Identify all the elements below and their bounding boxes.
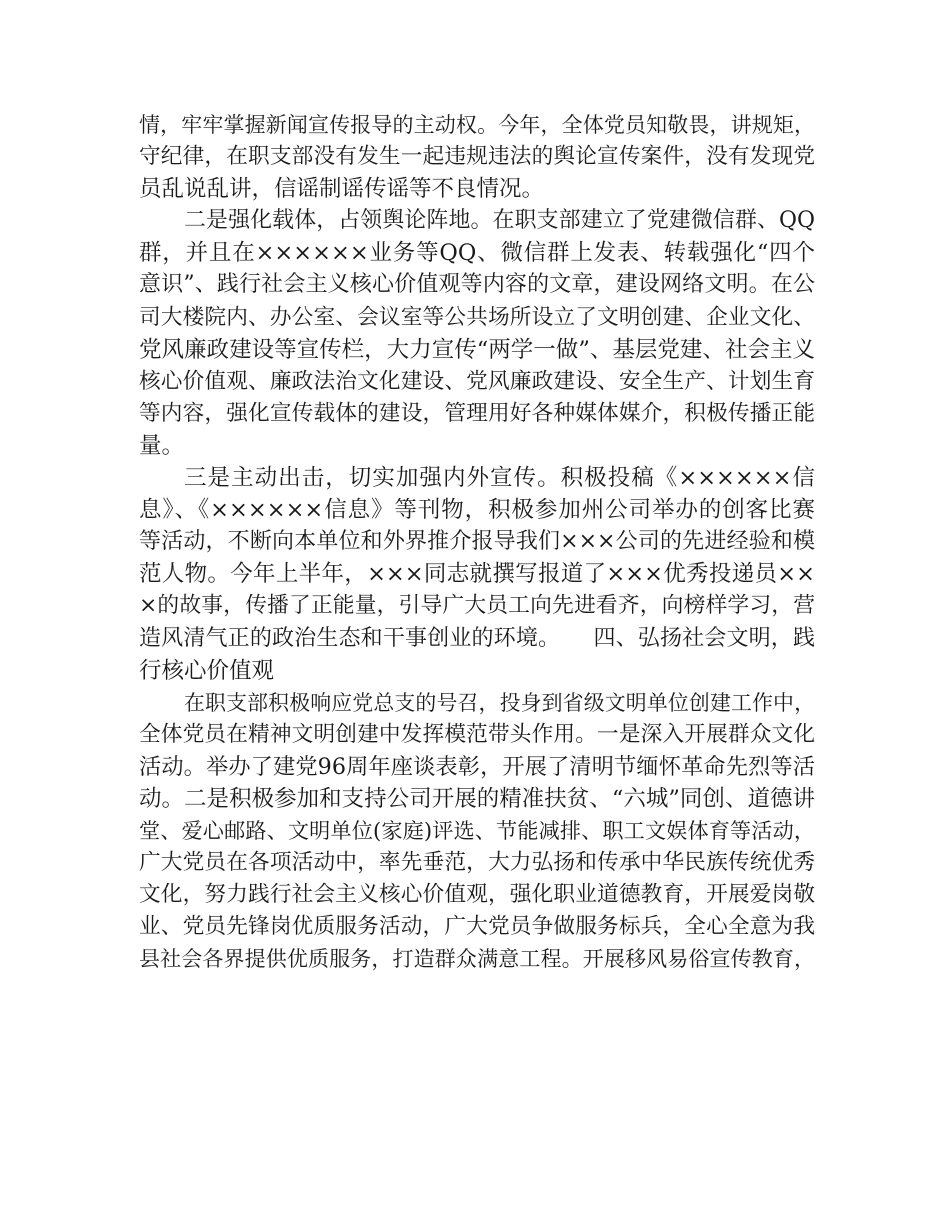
text-line: 司大楼院内、办公室、会议室等公共场所设立了文明创建、企业文化、 bbox=[139, 304, 815, 330]
text-line: 造风清气正的政治生态和干事创业的环境。 四、弘扬社会文明，践 bbox=[139, 625, 815, 651]
text-line: 党风廉政建设等宣传栏，大力宣传“两学一做”、基层党建、社会主义 bbox=[139, 336, 815, 363]
text-line: 全体党员在精神文明创建中发挥模范带头作用。一是深入开展群众文化 bbox=[139, 721, 815, 747]
text-line: 行核心价值观 bbox=[139, 657, 275, 684]
text-line: 动。二是积极参加和支持公司开展的精准扶贫、“六城”同创、道德讲 bbox=[139, 785, 815, 812]
text-line: 二是强化载体，占领舆论阵地。在职支部建立了党建微信群、QQ bbox=[184, 208, 815, 234]
text-line: 三是主动出击，切实加强内外宣传。积极投稿《××××××信 bbox=[184, 465, 815, 492]
text-line: 县社会各界提供优质服务，打造群众满意工程。开展移风易俗宣传教育， bbox=[139, 946, 815, 972]
document-page bbox=[139, 109, 815, 976]
text-line: 群，并且在××××××业务等QQ、微信群上发表、转载强化“四个 bbox=[139, 240, 815, 267]
text-line: 业、党员先锋岗优质服务活动，广大党员争做服务标兵，全心全意为我 bbox=[139, 914, 815, 940]
text-line: 核心价值观、廉政法治文化建设、党风廉政建设、安全生产、计划生育 bbox=[139, 368, 815, 394]
text-line: 等内容，强化宣传载体的建设，管理用好各种媒体媒介，积极传播正能 bbox=[139, 400, 815, 426]
text-line: 等活动，不断向本单位和外界推介报导我们×××公司的先进经验和模 bbox=[139, 529, 815, 555]
text-line: 范人物。今年上半年，×××同志就撰写报道了×××优秀投递员×× bbox=[139, 561, 815, 588]
text-line: ×的故事，传播了正能量，引导广大员工向先进看齐，向榜样学习，营 bbox=[139, 593, 815, 619]
text-line: 守纪律，在职支部没有发生一起违规违法的舆论宣传案件，没有发现党 bbox=[139, 144, 815, 170]
text-line: 息》、《××××××信息》等刊物，积极参加州公司举办的创客比赛 bbox=[139, 497, 815, 524]
text-line: 在职支部积极响应党总支的号召，投身到省级文明单位创建工作中， bbox=[184, 690, 815, 715]
text-line: 意识”、践行社会主义核心价值观等内容的文章，建设网络文明。在公 bbox=[139, 272, 815, 298]
text-line: 量。 bbox=[139, 432, 185, 459]
document-body bbox=[139, 109, 815, 976]
text-line: 活动。举办了建党96周年座谈表彰，开展了清明节缅怀革命先烈等活 bbox=[139, 753, 815, 780]
text-line: 情，牢牢掌握新闻宣传报导的主动权。今年，全体党员知敬畏，讲规矩， bbox=[139, 112, 815, 137]
text-line: 广大党员在各项活动中，率先垂范，大力弘扬和传承中华民族传统优秀 bbox=[139, 850, 815, 876]
text-line: 堂、爱心邮路、文明单位(家庭)评选、节能减排、职工文娱体育等活动， bbox=[139, 818, 815, 844]
text-line: 员乱说乱讲，信谣制谣传谣等不良情况。 bbox=[139, 176, 545, 203]
text-line: 文化，努力践行社会主义核心价值观，强化职业道德教育，开展爱岗敬 bbox=[139, 882, 815, 908]
